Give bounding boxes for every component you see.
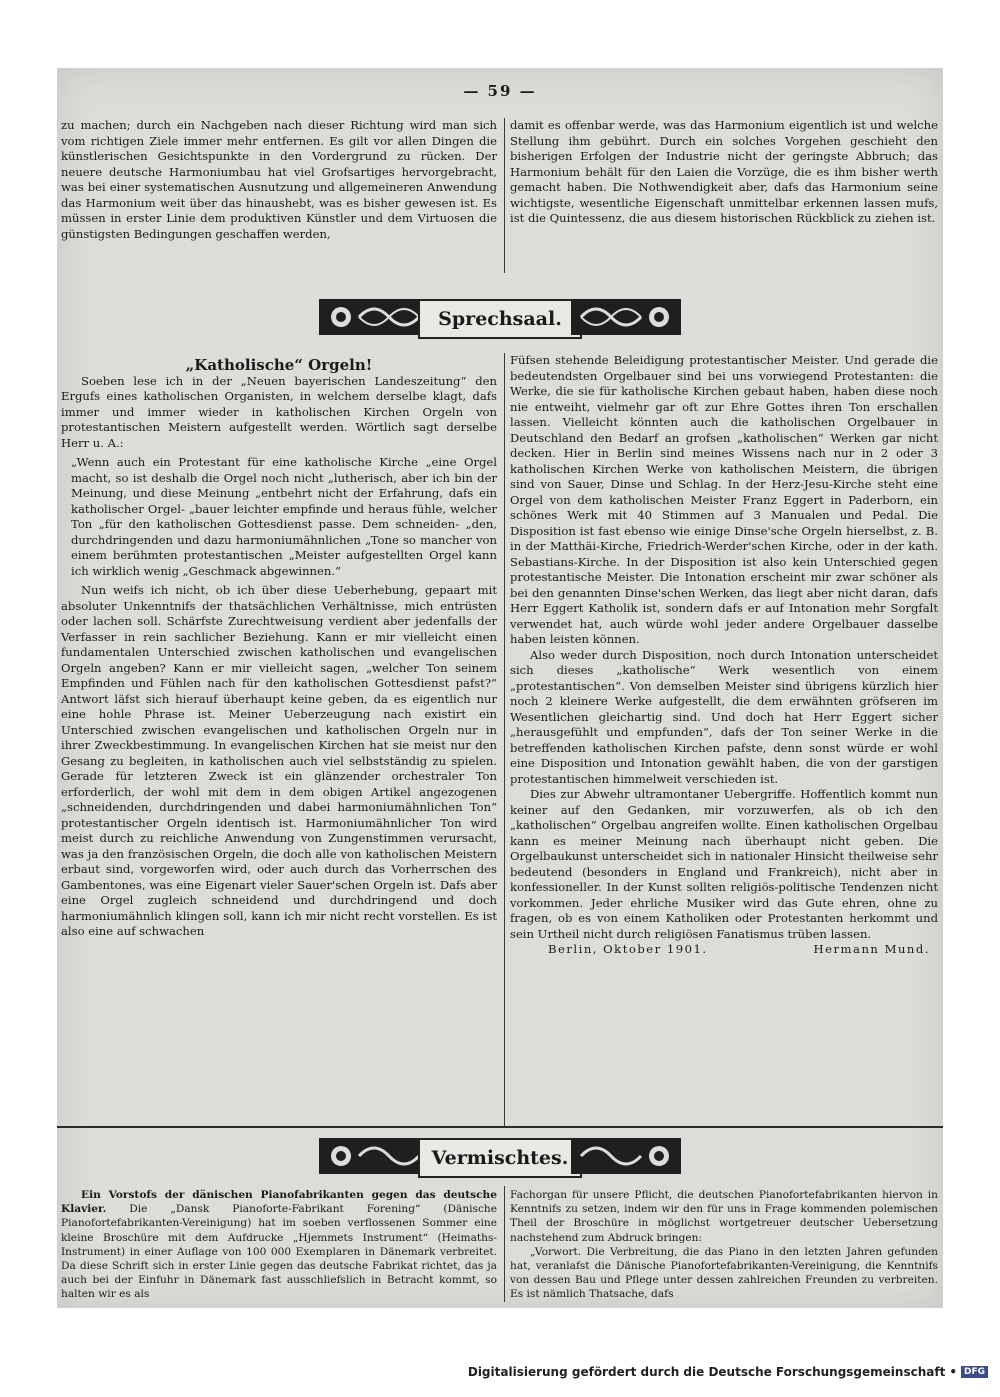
- left-ornament-icon: [319, 297, 429, 337]
- article-paragraph: Dies zur Abwehr ultramontaner Uebergriffe. Hoffentlich kommt nun keiner auf den Gedanken, mir vorzuwerfen, als ob ich den „katholischen“ Orgelbau angreifen wollte. Einen katholischen Orgelbau kann es meiner Meinung nach überhaupt nicht geben. Die Orgelbaukunst unterscheidet sich in nationaler Hinsicht theilweise sehr bedeutend (besonders in England und Frankreich), nicht aber in konfessioneller. In der Kunst sollten religiös-politische Tendenzen nicht vorkommen. Jeder ehrliche Musiker wird das Gute ehren, ohne zu fragen, ob es von einem Katholiken oder Protestanten herkommt und sein Urtheil nicht durch religiösen Fanatismus trüben lassen.: [510, 787, 938, 941]
- misc-paragraph: Fachorgan für unsere Pflicht, die deutschen Pianofortefabrikanten hiervon in Kenntnifs zu setzen, indem wir den für uns in Frage kommenden polemischen Theil der Broschüre in möglichst wortgetreuer deutscher Uebersetzung nachstehend zum Abdruck bringen:: [510, 1189, 938, 1244]
- page-number: — 59 —: [463, 82, 537, 100]
- misc-text: Die „Dansk Pianoforte-Fabrikant Forening“ (Dänische Pianofortefabrikanten-Vereinigung) hat im soeben verflossenen Sommer eine kleine Broschüre mit dem Aufdrucke „Hjemmets Instrument“ (Heimaths-Instrument) in einer Auflage von 100 000 Exemplaren in Dänemark verbreitet. Da diese Schrift sich in erster Linie gegen das deutsche Fabrikat richtet, das ja auch bei der Einfuhr in Dänemark fast ausschliefslich in Betracht kommt, so halten wir es als: [61, 1203, 497, 1301]
- column-divider: [504, 1186, 505, 1302]
- misc-paragraph: „Vorwort. Die Verbreitung, die das Piano in den letzten Jahren gefunden hat, veranlafst die Dänische Pianofortefabrikanten-Vereinigung, die Kenntnifs von dessen Bau und Pflege unter dessen zahlreichen Freunden zu verbreiten. Es ist nämlich Thatsache, dafs: [510, 1245, 938, 1301]
- top-right-column: [510, 118, 938, 227]
- sprechsaal-title: Sprechsaal.: [418, 299, 582, 339]
- misc-headline: Ein Vorstofs der dänischen Pianofabrikanten gegen das deutsche Klavier.: [61, 1189, 497, 1216]
- section-heading-sprechsaal: [57, 293, 943, 343]
- footer-text: Digitalisierung gefördert durch die Deutsche Forschungsgemeinschaft: [467, 1365, 946, 1379]
- top-left-column: [61, 118, 497, 242]
- column-divider: [504, 118, 505, 273]
- article-quote: „Wenn auch ein Protestant für eine katholische Kirche „eine Orgel macht, so ist deshalb die Orgel noch nicht „lutherisch, aber ich bin der Meinung, und diese Meinung „entbehrt nicht der Erfahrung, dafs ein katholischer Orgel- „bauer leichter empfinde und heraus fühle, welcher Ton „für den katholischen Gottesdienst passe. Dem schneiden- „den, durchdringenden und dazu harmoniumähnlichen „Tone so mancher von einem berühmten protestantischen „Meister aufgestellten Orgel kann ich wirklich wenig „Geschmack abgewinnen.“: [71, 455, 497, 578]
- column-divider: [504, 353, 505, 1128]
- article-left-column: [61, 358, 497, 940]
- right-ornament-icon: [571, 1136, 681, 1176]
- misc-right-column: [510, 1188, 938, 1302]
- right-ornament-icon: [571, 297, 681, 337]
- misc-left-column: [61, 1188, 497, 1302]
- article-paragraph: Füfsen stehende Beleidigung protestantischer Meister. Und gerade die bedeutendsten Orgelbauer sind bei uns vorwiegend Protestanten: die Werke, die sie für katholische Kirchen gebaut haben, haben diese noch nie entweiht, vielmehr gar oft zur Ehre Gottes ihren Ton erschallen lassen. Vielleicht könnten auch die katholischen Orgelbauer in Deutschland den Bedarf an grofsen „katholischen“ Werken gar nicht decken. Hier in Berlin sind meines Wissens nach nur in 2 oder 3 katholischen Kirchen Werke von katholischen Meistern, die übrigen sind von Sauer, Dinse und Schlag. In der Herz-Jesu-Kirche steht eine Orgel von dem katholischen Meister Franz Eggert in Paderborn, ein schönes Werk mit 40 Stimmen auf 3 Manualen und Pedal. Die Disposition ist fast ebenso wie einige Dinse'sche Orgeln hierselbst, z. B. in der Matthäi-Kirche, Friedrich-Werder'schen Kirche, oder in der kath. Sebastians-Kirche. In der Disposition ist also kein Unterschied gegen protestantische Meister. Die Intonation erscheint mir zwar schöner als bei den genannten Dinse'schen Werken, das liegt aber nicht daran, dafs Herr Eggert Katholik ist, sondern dafs er auf Intonation mehr Sorgfalt verwendet hat, auch würde wohl jeder andere Orgelbauer dasselbe haben leisten können.: [510, 353, 938, 646]
- article-paragraph: Also weder durch Disposition, noch durch Intonation unterscheidet sich dieses „katholische“ Werk wesentlich von einem „protestantischen“. Von demselben Meister sind übrigens kürzlich hier noch 2 kleinere Werke aufgestellt, die dem erwähnten gröfseren im Wesentlichen gleichartig sind. Und doch hat Herr Eggert sicher „herausgefühlt und empfunden“, dafs der Ton seiner Werke in die betreffenden katholischen Kirchen pafste, denn sonst würde er wohl eine Disposition und Intonation gewählt haben, die von der garstigen protestantischen himmelweit verschieden ist.: [510, 647, 938, 786]
- separator-line: [57, 1126, 943, 1128]
- article-right-column: [510, 353, 938, 958]
- article-paragraph: Soeben lese ich in der „Neuen bayerischen Landeszeitung“ den Ergufs eines katholischen Organisten, in welchem derselbe klagt, dafs immer und immer wieder in katholischen Kirchen Orgeln von protestantischen Meistern aufgestellt werden. Wörtlich sagt derselbe Herr u. A.:: [61, 373, 497, 450]
- digitization-footer: Digitalisierung gefördert durch die Deutsche Forschungsgemeinschaft • DFG: [468, 1365, 988, 1379]
- top-left-text: zu machen; durch ein Nachgeben nach dieser Richtung wird man sich vom richtigen Ziele immer mehr entfernen. Es gilt vor allen Dingen die künstlerischen Gesichtspunkte in den Vordergrund zu rücken. Der neuere deutsche Harmoniumbau hat viel Grofsartiges hervorgebracht, was bei einer systematischen Ausnutzung und allgemeineren Anwendung das Harmonium weit über das hinaushebt, was es bisher gewesen ist. Es müssen in erster Linie dem produktiven Künstler und dem Virtuosen die günstigsten Bedingungen geschaffen werden,: [61, 118, 497, 241]
- article-signature: [510, 942, 938, 958]
- misc-paragraph: [61, 1188, 497, 1302]
- section-heading-vermischtes: [57, 1132, 943, 1182]
- article-title: „Katholische“ Orgeln!: [185, 356, 373, 374]
- top-right-text: damit es offenbar werde, was das Harmonium eigentlich ist und welche Stellung ihm gebührt. Durch ein solches Vorgehen geschieht den bisherigen Erfolgen der Industrie nicht der geringste Abbruch; das Harmonium behält für den Laien die Vorzüge, die es ihm bisher werth gemacht haben. Die Nothwendigkeit aber, dafs das Harmonium seine wichtigste, wesentliche Eigenschaft unmittelbar erkennen lassen mufs, ist die Quintessenz, die aus diesem historischen Rückblick zu ziehen ist.: [510, 118, 938, 225]
- author-name: Hermann Mund.: [813, 942, 930, 956]
- place-date: Berlin, Oktober 1901.: [548, 942, 708, 956]
- vermischtes-title: Vermischtes.: [418, 1138, 582, 1178]
- article-paragraph: Nun weifs ich nicht, ob ich über diese Ueberhebung, gepaart mit absoluter Unkenntnifs der thatsächlichen Verhältnisse, mich entrüsten oder lachen soll. Schärfste Zurechtweisung verdient aber jedenfalls der Verfasser in rein sachlicher Beziehung. Kann er mir vielleicht einen fundamentalen Unterschied zwischen katholischen und evangelischen Orgeln angeben? Kann er mir vielleicht sagen, „welcher Ton seinem Empfinden und Fühlen nach für den katholischen Gottesdienst pafst?“ Antwort läfst sich hierauf überhaupt keine geben, da es eigentlich nur eine hohle Phrase ist. Meiner Ueberzeugung nach existirt ein Unterschied zwischen evangelischen und katholischen Orgeln nur in ihrer Zweckbestimmung. In evangelischen Kirchen hat sie meist nur den Gesang zu begleiten, in katholischen auch viel selbstständig zu spielen. Gerade für letzteren Zweck ist ein glänzender orchestraler Ton erforderlich, der wohl mit dem in dem obigen Artikel angezogenen „schneidenden, durchdringenden und dabei harmoniumähnlichen Ton“ protestantischer Orgeln identisch ist. Harmoniumähnlicher Ton wird meist durch zu reichliche Anwendung von Zungenstimmen verursacht, was ja den französischen Orgeln, die doch alle von katholischen Meistern erbaut sind, vorgeworfen wird, oder auch durch das Vorherrschen des Gambentones, was eine Eigenart vieler Sauer'schen Orgeln ist. Dafs aber eine Orgel zugleich schneidend und durchdringend und doch harmoniumähnlich klingen soll, kann ich mir nicht recht vorstellen. Es ist also eine auf schwachen: [61, 583, 497, 938]
- dfg-logo: DFG: [961, 1366, 988, 1378]
- scanned-page: [57, 68, 943, 1308]
- left-ornament-icon: [319, 1136, 429, 1176]
